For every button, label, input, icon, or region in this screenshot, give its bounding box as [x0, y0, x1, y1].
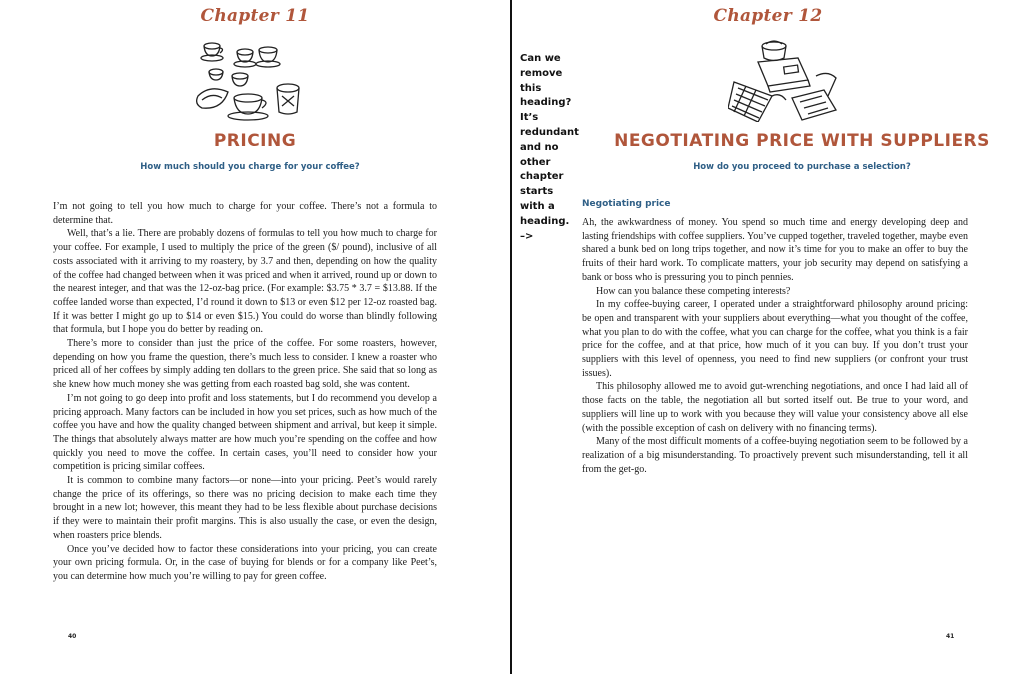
paragraph: This philosophy allowed me to avoid gut-wrenching negotiations, and once I had laid all of those facts on the table, the negotiation all but sorted itself out. Be true to your word, and suppliers will line up to work with you because they will value your consistency above all else (with the possible exception of cash on delivery with no financing terms).	[582, 381, 968, 434]
body-text	[53, 200, 437, 584]
chapter-subtitle: How do you proceed to purchase a selection?	[693, 162, 911, 172]
body-text	[582, 216, 968, 476]
page-number: 40	[68, 633, 77, 640]
paragraph: How can you balance these competing interests?	[596, 285, 791, 297]
paragraph: Well, that’s a lie. There are probably dozens of formulas to tell you how much to charge for your coffee. For example, I used to multiply the price of the green ($/ pound), inclusive of all costs associated with it arriving to my roastery, by 3.7 and then, depending on how the quality of the coffee had changed between when it was priced and when it arrived, round up or down to the nearest integer, and that was the 12-oz-bag price. (For example: $3.75 * 3.7 = $13.88. If the coffee landed worse than expected, I’d round it down to $13 or even $12 per 12-oz roasted bag. If it was better I might go up to $14 or even $15.) You could do worse than blindly following that formula, but I hope you do better by reading on.	[53, 228, 437, 336]
page-number: 41	[946, 633, 955, 640]
paragraph: I’m not going to tell you how much to charge for your coffee. There’s not a formula to determine that.	[53, 201, 437, 226]
coffee-cups-illustration	[190, 36, 310, 122]
section-heading: Negotiating price	[582, 199, 671, 209]
paragraph: I’m not going to go deep into profit and loss statements, but I do recommend you develop a pricing approach. Many factors can be included in how you set prices, such as how much of the coffee you have and how the quality changed between shipment and arrival, but keep it simple. The things that absolutely always matter are how much you’re spending on the coffee and how quickly you need to move the coffee. In certain cases, you’ll need to consider how your competition is pricing similar coffees.	[53, 392, 437, 473]
chapter-label: Chapter 12	[713, 6, 823, 26]
paragraph: In my coffee-buying career, I operated under a straightforward philosophy around pricing: be open and transparent with your suppliers about everything—what you thought of the coffee, what you plan to do with the coffee, what you can charge for the coffee, what you think is a fair price for the coffee, and at that price, how much of it you can buy. If you don’t trust your suppliers with this level of openness, you need to find new suppliers (or confront your trust issues).	[582, 299, 968, 379]
paragraph: Once you’ve decided how to factor these considerations into your pricing, you can create your own pricing formula. Or, in the case of buying for blends or for a company like Peet’s, you can determine how much you’re willing to pay for green coffee.	[53, 543, 437, 582]
chapter-title: PRICING	[213, 131, 297, 151]
paragraph: There’s more to consider than just the price of the coffee. For some roasters, however, depending on how you frame the question, there’s much less to consider. I knew a roaster who priced all of her coffees by simply adding ten dollars to the green price. She said that so long as she knew how much money she was getting from each roasted bag sold, she was content.	[53, 338, 437, 391]
paragraph: Many of the most difficult moments of a coffee-buying negotiation seem to be followed by a realization of a big misunderstanding. To proactively prevent such misunderstanding, tell it all from the get-go.	[582, 436, 968, 475]
paragraph: Ah, the awkwardness of money. You spend so much time and energy developing deep and lasting friendships with coffee suppliers. You’ve cupped together, traveled together, maybe even shared a bunk bed on long trips together, and now it’s time for you to make an offer to buy the fruits of their hard work. To complicate matters, your job security may depend on satisfying a bank or boss who is pressuring you to pinch pennies.	[582, 217, 968, 283]
paragraph: It is common to combine many factors—or none—into your pricing. Peet’s would rarely change the price of its offerings, so there was no pricing decision to make each time they brought in a new lot; however, this meant they had to be less flexible about purchase decisions if they were to maintain their profit margins. This is also usually the case, or even the design, when roasters price blends.	[53, 475, 437, 541]
scale-and-ledger-illustration	[728, 36, 840, 122]
chapter-label: Chapter 11	[200, 6, 310, 26]
chapter-subtitle: How much should you charge for your coffee?	[140, 162, 360, 172]
chapter-title: NEGOTIATING PRICE WITH SUPPLIERS	[614, 131, 990, 151]
margin-comment: Can we remove this heading? It’s redundant and no other chapter starts with a heading. –>	[520, 53, 579, 242]
left-page	[0, 0, 510, 674]
